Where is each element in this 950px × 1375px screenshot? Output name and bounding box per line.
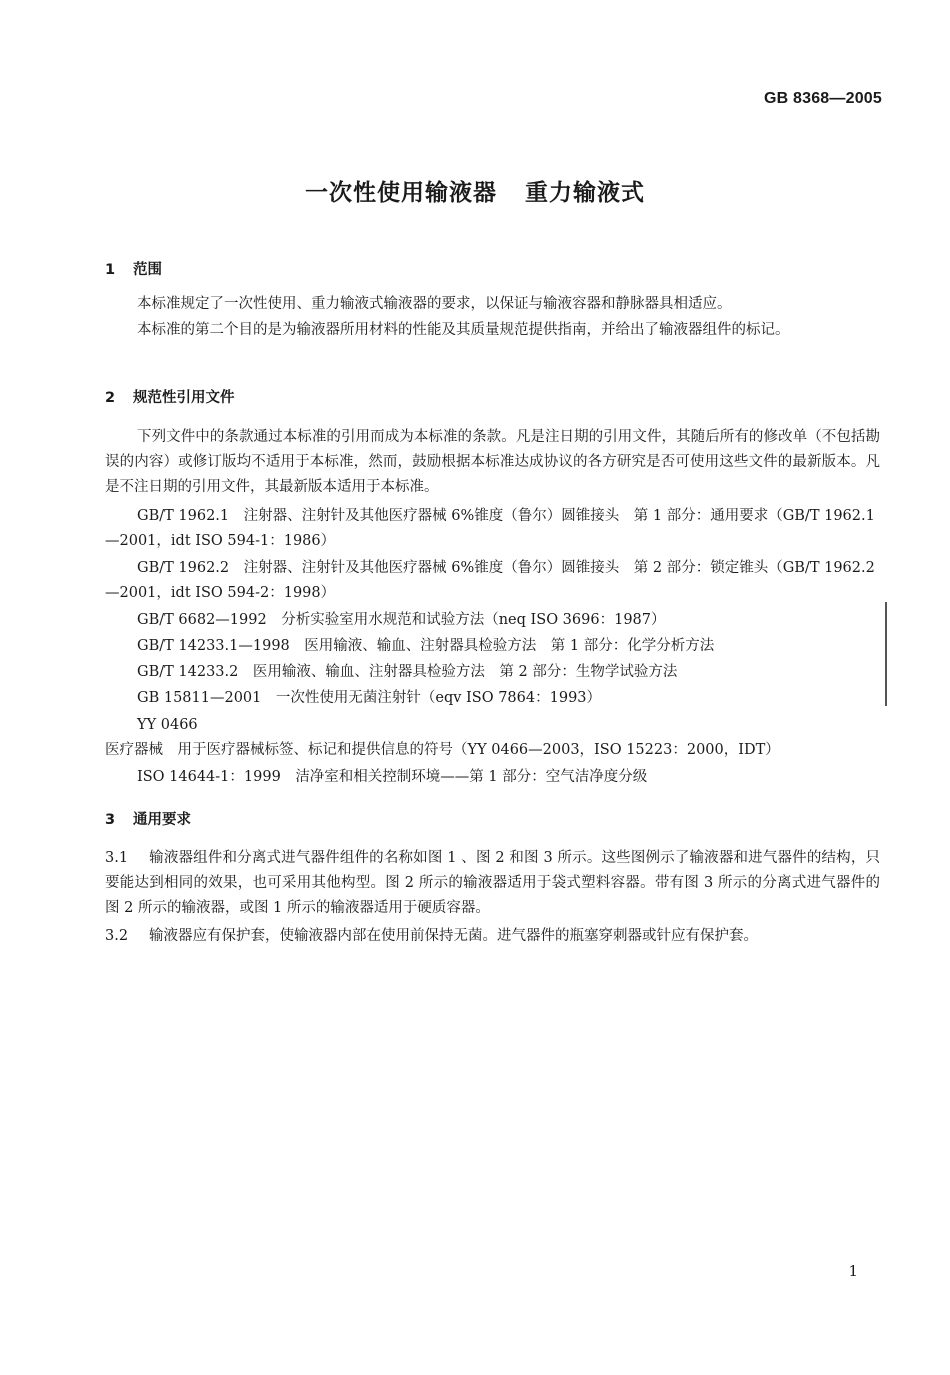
reference-code: GB 15811—2001 bbox=[137, 690, 262, 706]
clause-3-2 bbox=[105, 924, 880, 949]
reference-item bbox=[105, 660, 880, 685]
clause-number: 3.1 bbox=[105, 850, 129, 866]
reference-text: 洁净室和相关控制环境——第 1 部分：空气洁净度分级 bbox=[295, 769, 648, 785]
section-2-intro: 下列文件中的条款通过本标准的引用而成为本标准的条款。凡是注日期的引用文件，其随后所有的修改单（不包括勘误的内容）或修订版均不适用于本标准，然而，鼓励根据本标准达成协议的各方研究是否可使用这些文件的最新版本。凡是不注日期的引用文件，其最新版本适用于本标准。 bbox=[105, 429, 880, 495]
reference-code: GB/T 1962.2 bbox=[137, 560, 230, 576]
reference-text: 医用输液、输血、注射器具检验方法 第 2 部分：生物学试验方法 bbox=[252, 664, 678, 680]
reference-item bbox=[105, 608, 880, 633]
clause-number: 3.2 bbox=[105, 928, 129, 944]
reference-text: 医用输液、输血、注射器具检验方法 第 1 部分：化学分析方法 bbox=[304, 638, 715, 654]
title-part-1: 一次性使用输液器 bbox=[305, 180, 497, 206]
reference-text: 分析实验室用水规范和试验方法（neq ISO 3696：1987） bbox=[281, 612, 666, 628]
section-title: 范围 bbox=[133, 262, 162, 278]
clause-3-1 bbox=[105, 846, 880, 921]
section-title: 通用要求 bbox=[133, 812, 191, 828]
revision-margin-bar bbox=[885, 602, 887, 706]
reference-text: 医疗器械 用于医疗器械标签、标记和提供信息的符号（YY 0466—2003，ISO 15223：2000，IDT） bbox=[105, 742, 780, 758]
section-1-paragraph-1: 本标准规定了一次性使用、重力输液式输液器的要求，以保证与输液容器和静脉器具相适应。 bbox=[137, 296, 732, 312]
reference-code: GB/T 1962.1 bbox=[137, 508, 230, 524]
reference-item bbox=[105, 504, 880, 554]
reference-item bbox=[105, 765, 880, 790]
reference-text: 注射器、注射针及其他医疗器械 6%锥度（鲁尔）圆锥接头 第 2 部分：锁定锥头（GB/T 1962.2—2001，idt ISO 594-2：1998） bbox=[105, 560, 875, 601]
section-number: 2 bbox=[105, 390, 116, 406]
section-2-heading bbox=[105, 386, 235, 407]
reference-item bbox=[105, 634, 880, 659]
section-title: 规范性引用文件 bbox=[133, 390, 235, 406]
section-3-heading bbox=[105, 808, 191, 829]
title-part-2: 重力输液式 bbox=[525, 180, 645, 206]
page-number: 1 bbox=[848, 1262, 858, 1280]
section-number: 1 bbox=[105, 262, 116, 278]
clause-text: 输液器组件和分离式进气器件组件的名称如图 1 、图 2 和图 3 所示。这些图例示了输液器和进气器件的结构，只要能达到相同的效果，也可采用其他构型。图 2 所示的输液器适用于袋式塑料容器。带有图 3 所示的分离式进气器件的图 2 所示的输液器，或图 1 所示的输液器适用于硬质容器。 bbox=[105, 850, 880, 916]
reference-text: 一次性使用无菌注射针（eqv ISO 7864：1993） bbox=[275, 690, 602, 706]
section-1-heading bbox=[105, 258, 162, 279]
reference-code: ISO 14644-1：1999 bbox=[137, 769, 281, 785]
document-title bbox=[0, 174, 950, 207]
reference-text: 注射器、注射针及其他医疗器械 6%锥度（鲁尔）圆锥接头 第 1 部分：通用要求（GB/T 1962.1—2001，idt ISO 594-1：1986） bbox=[105, 508, 875, 549]
reference-code: GB/T 14233.1—1998 bbox=[137, 638, 290, 654]
standard-number: GB 8368—2005 bbox=[763, 90, 882, 107]
reference-code: YY 0466 bbox=[137, 717, 198, 733]
section-1-paragraph-2: 本标准的第二个目的是为输液器所用材料的性能及其质量规范提供指南，并给出了输液器组件的标记。 bbox=[137, 322, 790, 338]
reference-item bbox=[105, 556, 880, 606]
reference-item bbox=[105, 713, 880, 763]
clause-text: 输液器应有保护套，使输液器内部在使用前保持无菌。进气器件的瓶塞穿刺器或针应有保护套。 bbox=[149, 928, 758, 944]
reference-code: GB/T 14233.2 bbox=[137, 664, 239, 680]
reference-item bbox=[105, 686, 880, 711]
section-number: 3 bbox=[105, 812, 116, 828]
reference-code: GB/T 6682—1992 bbox=[137, 612, 267, 628]
